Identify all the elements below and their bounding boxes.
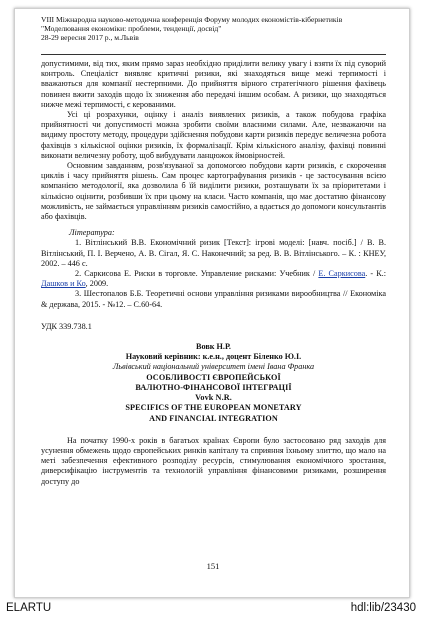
page-number: 151 (206, 561, 220, 571)
repository-name: ELARTU (6, 602, 52, 614)
literature-heading: Література: (69, 228, 115, 238)
title-uk-line-2: ВАЛЮТНО-ФІНАНСОВОЇ ІНТЕГРАЦІЇ (135, 382, 292, 392)
reference-1: 1. Вітлінський В.В. Економічний ризик [Текст]: ігрові моделі: [навч. посіб.] / В. В. Вітлінський, П. І. Верчено, А. В. Сігал, Я. С. Наконечний; за ред. В. В. Вітлінського. – К. : КНЕУ, 2002. – 446 с. (41, 238, 386, 268)
paragraph-2: Усі ці розрахунки, оцінку і аналіз виявлених ризиків, а також побудова графіка прийнятності чи допустимості можна зробити своїми власними силами. Але, незважаючи на видиму простоту методу, процедури здійснення побудови карти ризиків передує величезна робота фахівців з кількісної оцінки ризиків, їх формалізації. Крім кількісного аналізу, фахівці повинні виконати величезну роботу, щоб вибудувати ланцюжок ймовірностей. (41, 110, 386, 160)
page-body (41, 59, 386, 487)
header-divider (41, 54, 386, 55)
document-page (14, 8, 410, 598)
repository-footer (0, 600, 424, 620)
conference-header (41, 15, 401, 42)
title-en-line-2: AND FINANCIAL INTEGRATION (149, 413, 278, 423)
header-line-1: VIII Міжнародна науково-методична конференція Форуму молодих економістів-кібернетиків (41, 15, 343, 24)
header-line-3: 28-29 вересня 2017 р., м.Львів (41, 33, 139, 42)
author-link[interactable]: Е. Саркисова (318, 269, 366, 279)
reference-3: 3. Шестопалов Б.Б. Теоретичні основи управління ризиками вирообництва // Економіка & держава, 2015. - №12. – С.60-64. (41, 289, 386, 309)
title-en-line-1: SPECIFICS OF THE EUROPEAN MONETARY (125, 403, 302, 413)
reference-2-text-a: 2. Саркисова Е. Риски в торговле. Управление рисками: Учебник / (75, 269, 319, 279)
header-line-2: "Моделювання економіки: проблеми, тенденції, досвід" (41, 24, 222, 33)
paragraph-3: Основним завданням, розв'язуваної за допомогою побудови карти ризиків, є скорочення циклів і часу прийняття рішень. Сам процес картографування ризиків - це застосування всією компанією методології, яка дозволила б їй виділити ризики, розташувати їх за пріоритетами і кількісно оцінити, розбивши їх при цьому на класи. Часто компанія, що має достатню фінансову можливість, не займається управлінням ризиків самостійно, а вдається до допомоги консультантів або фахівців. (41, 161, 386, 222)
article-author: Вовк Н.Р. (196, 342, 231, 352)
author-affiliation: Львівський національний університет імені Івана Франка (112, 362, 315, 372)
publisher-link[interactable]: Дашков и Ко (41, 279, 86, 289)
reference-2-text-c: , 2009. (85, 279, 109, 289)
paragraph-1: допустимими, від тих, яким прямо зараз необхідно приділити велику увагу і взяти їх під суворий контроль. Спеціаліст виявляє критичні ризики, які знаходяться вище межі терпимості і вважаються для компанії нестерпними. До прийняття вірного стратегічного рішення фахівець повинен вжити заходів щодо їх зниження або передачі іншим особам. А ризики, що знаходяться нижче межі терпимості, є керованими. (41, 59, 386, 109)
reference-2-text-b: . - К.: (365, 269, 386, 279)
handle-id: hdl:lib/23430 (350, 602, 416, 614)
scientific-supervisor: Науковий керівник: к.е.н., доцент Біленко Ю.І. (125, 352, 302, 362)
article-abstract: На початку 1990-х років в багатьох країнах Європи було застосовано ряд заходів для усунення обмежень щодо європейських ринків капіталу та сприяння їхньому злиттю, що мало на меті забезпечення ефективного розподілу ресурсів, стимулювання економічного зростання, диверсифікацію інструментів та технологій управління фінансовими ризиками, розширення доступу до (41, 435, 386, 486)
reference-2 (41, 269, 386, 289)
udk-code: УДК 339.738.1 (41, 321, 92, 331)
author-en: Vovk N.R. (195, 393, 232, 403)
title-uk-line-1: ОСОБЛИВОСТІ ЄВРОПЕЙСЬКОЇ (146, 372, 281, 382)
